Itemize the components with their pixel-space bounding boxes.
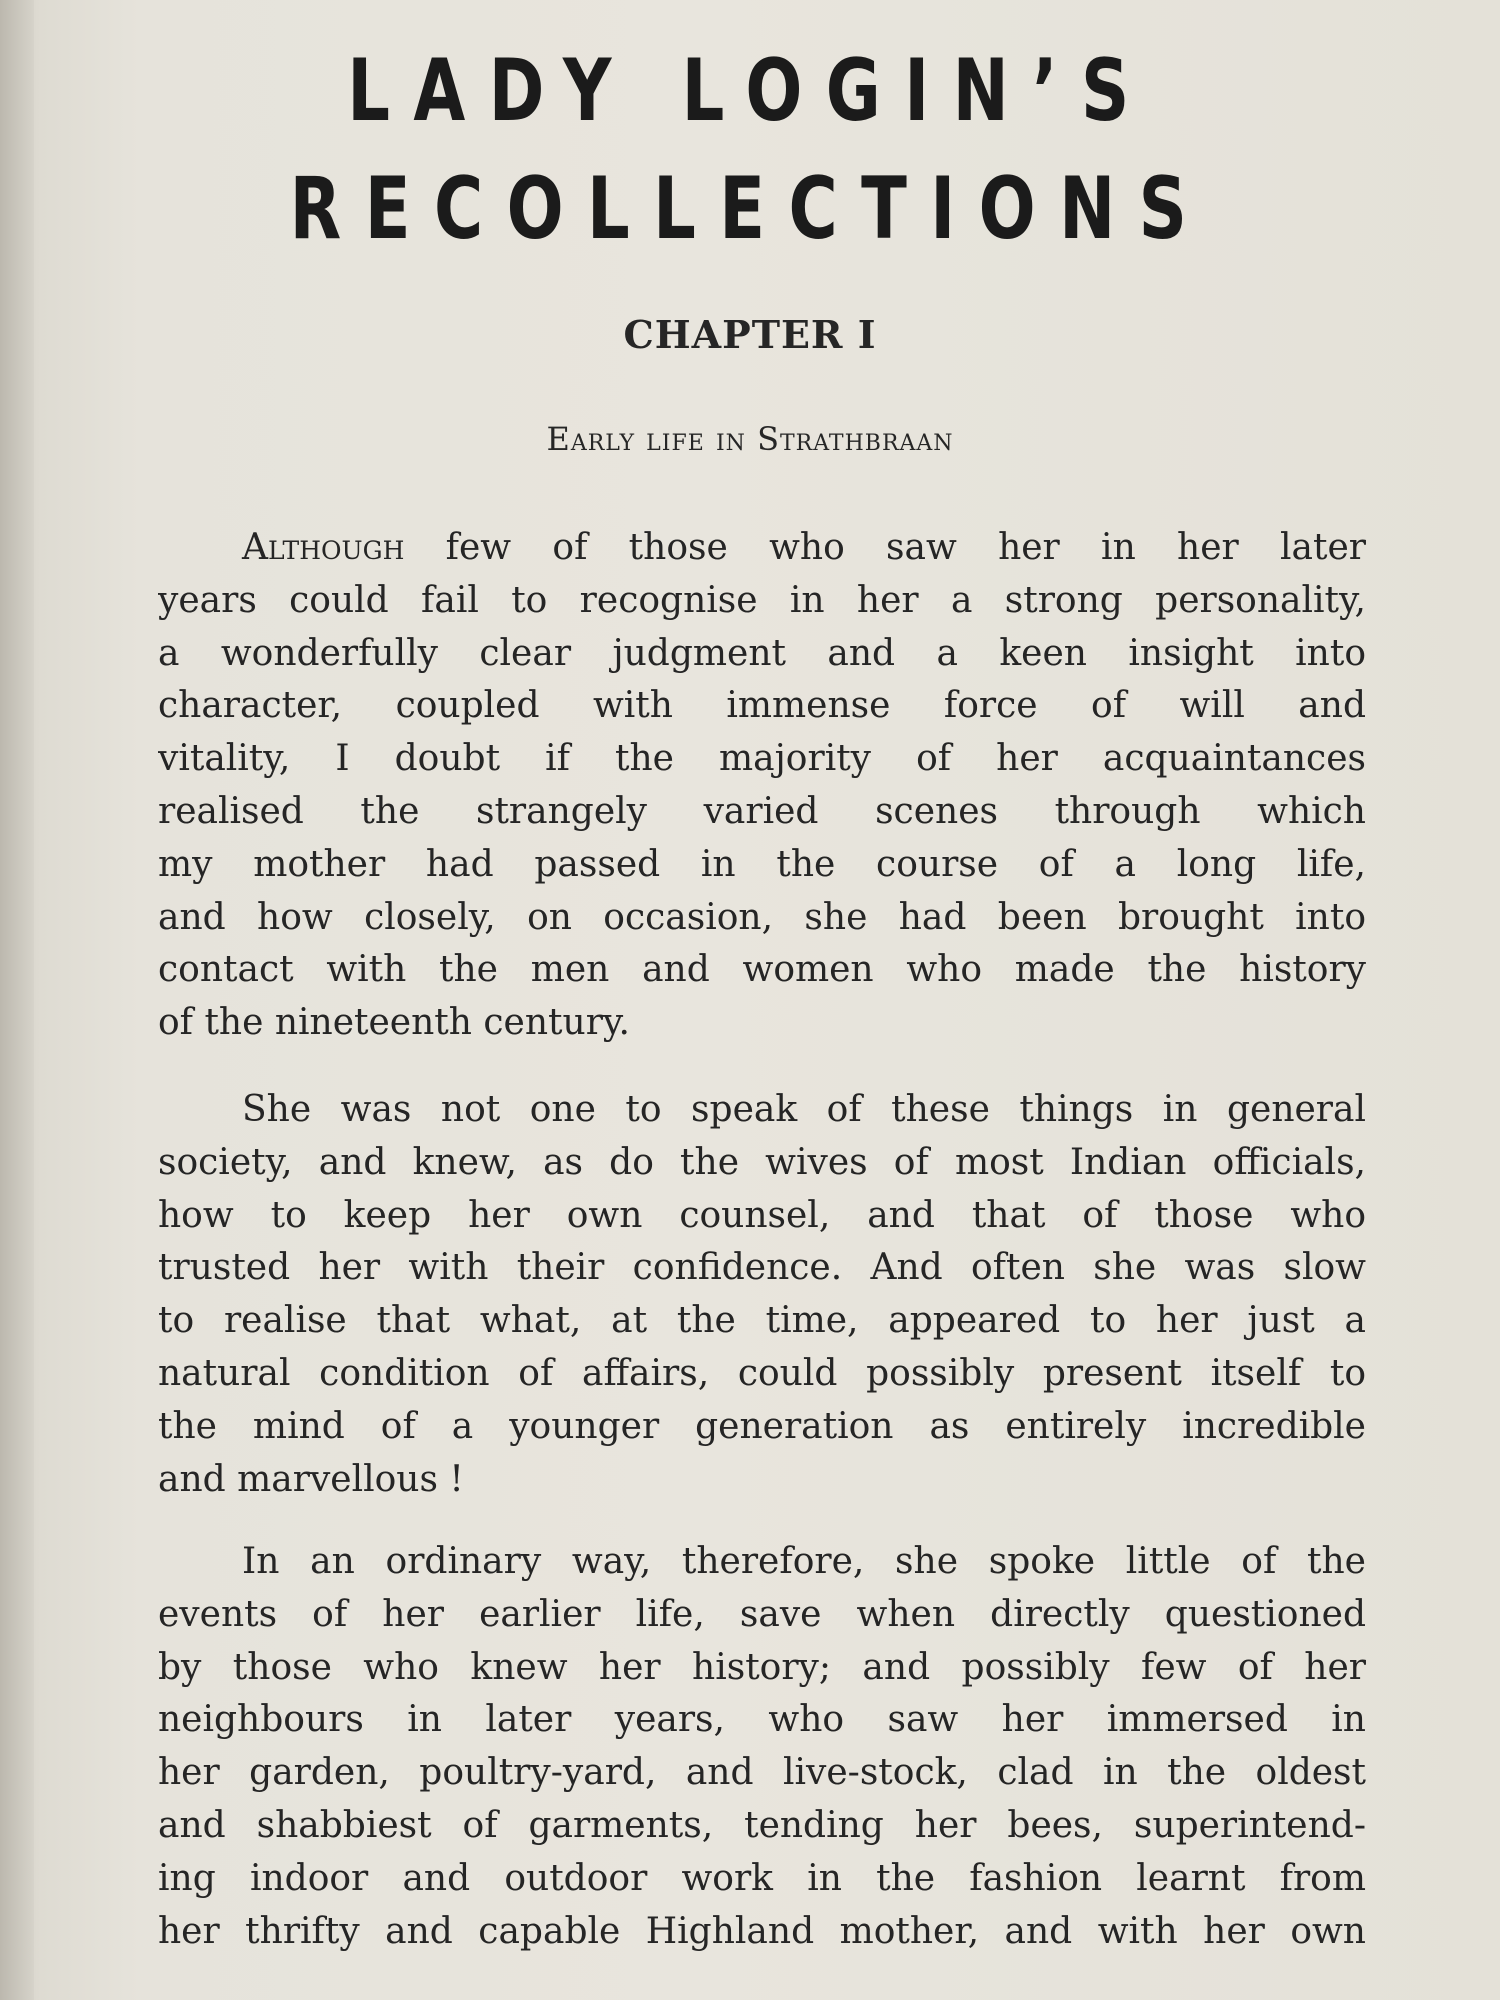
paragraph-line: and how closely, on occasion, she had been brought into — [158, 896, 1366, 938]
paragraph-line: the mind of a younger generation as entirely incredible — [158, 1405, 1366, 1447]
paragraph-line: a wonderfully clear judgment and a keen insight into — [158, 632, 1366, 674]
paragraph-line: realised the strangely varied scenes through which — [158, 790, 1366, 832]
paragraph-2 — [158, 1084, 1366, 1506]
paragraph-3 — [158, 1536, 1366, 1958]
paragraph-line: her thrifty and capable Highland mother, and with her own — [158, 1910, 1366, 1952]
paragraph-line: She was not one to speak of these things in general — [242, 1089, 1366, 1130]
paragraph-line: by those who knew her history; and possibly few of her — [158, 1646, 1366, 1688]
paragraph-line: contact with the men and women who made the history — [158, 949, 1366, 991]
chapter-subtitle: Early life in Strathbraan — [546, 420, 954, 458]
paragraph-line: her garden, poultry-yard, and live-stock, clad in the oldest — [158, 1752, 1366, 1794]
paragraph-line: character, coupled with immense force of will and — [158, 685, 1366, 727]
paragraph-line: my mother had passed in the course of a long life, — [158, 843, 1366, 885]
paragraph-1 — [158, 522, 1366, 1050]
paragraph-line: Although few of those who saw her in her later — [242, 527, 1366, 568]
paragraph-line: and marvellous ! — [158, 1458, 464, 1500]
paragraph-line: society, and knew, as do the wives of most Indian officials, — [158, 1141, 1366, 1183]
paragraph-line: how to keep her own counsel, and that of those who — [158, 1194, 1366, 1236]
paragraph-line: vitality, I doubt if the majority of her acquaintances — [158, 738, 1366, 780]
paragraph-line: events of her earlier life, save when directly questioned — [158, 1593, 1366, 1635]
paragraph-line: years could fail to recognise in her a strong personality, — [158, 579, 1366, 621]
paragraph-line: and shabbiest of garments, tending her bees, superintend- — [158, 1804, 1366, 1846]
paragraph-line: In an ordinary way, therefore, she spoke little of the — [242, 1541, 1366, 1582]
paragraph-line: to realise that what, at the time, appeared to her just a — [158, 1300, 1366, 1342]
book-title-line-2: RECOLLECTIONS — [289, 159, 1211, 259]
paragraph-line: of the nineteenth century. — [158, 1002, 630, 1044]
chapter-heading: CHAPTER I — [623, 312, 877, 357]
paragraph-line: natural condition of affairs, could possibly present itself to — [158, 1352, 1366, 1394]
paragraph-line: trusted her with their confidence. And often she was slow — [158, 1247, 1366, 1289]
paragraph-line: neighbours in later years, who saw her immersed in — [158, 1699, 1366, 1741]
page-gutter-shadow — [0, 0, 34, 2000]
paragraph-line: ing indoor and outdoor work in the fashion learnt from — [158, 1857, 1366, 1899]
book-title-line-1: LADY LOGIN’S — [347, 41, 1153, 141]
lead-word: Although — [242, 527, 405, 568]
